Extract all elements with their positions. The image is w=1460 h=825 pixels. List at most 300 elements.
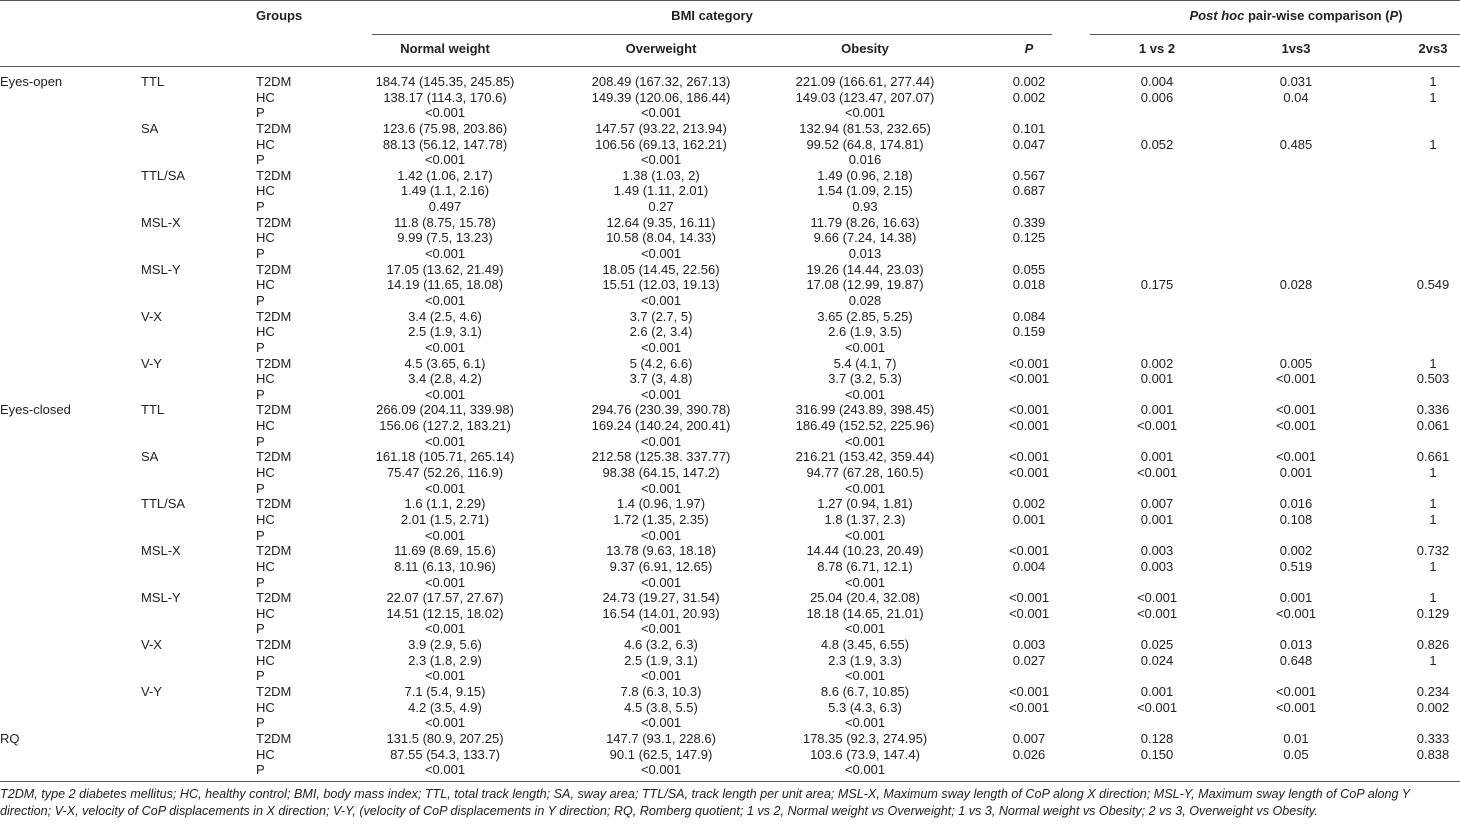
- p-value-cell: 0.001: [1012, 511, 1046, 527]
- group-cell: T2DM: [256, 120, 292, 136]
- header-posthoc-close: ): [1398, 8, 1403, 23]
- p-value-cell: <0.001: [1008, 543, 1050, 559]
- table-row: [0, 387, 1460, 403]
- header-overweight: Overweight: [625, 41, 697, 56]
- posthoc-2vs3-cell: 0.838: [1416, 746, 1450, 762]
- obesity-cell: 5.4 (4.1, 7): [833, 355, 897, 371]
- posthoc-1vs2-cell: 0.006: [1140, 89, 1174, 105]
- p-value-cell: 0.002: [1012, 89, 1046, 105]
- posthoc-2vs3-cell: 0.549: [1416, 277, 1450, 293]
- normal-weight-cell: <0.001: [424, 621, 466, 637]
- obesity-cell: 149.03 (123.47, 207.07): [795, 89, 935, 105]
- obesity-cell: <0.001: [844, 433, 886, 449]
- posthoc-1vs2-cell: 0.004: [1140, 74, 1174, 89]
- overweight-cell: <0.001: [640, 386, 682, 402]
- table-row: [0, 90, 1460, 106]
- normal-weight-cell: <0.001: [424, 715, 466, 731]
- overweight-cell: 1.38 (1.03, 2): [622, 167, 700, 183]
- posthoc-2vs3-cell: 1: [1429, 355, 1437, 371]
- header-posthoc-p: P: [1389, 8, 1399, 23]
- overweight-cell: 9.37 (6.91, 12.65): [609, 558, 713, 574]
- posthoc-2vs3-cell: 0.661: [1416, 449, 1450, 465]
- obesity-cell: <0.001: [844, 762, 886, 778]
- posthoc-1vs3-cell: 0.01: [1283, 730, 1309, 746]
- posthoc-2vs3-cell: 0.234: [1416, 683, 1450, 699]
- posthoc-2vs3-cell: 1: [1429, 558, 1437, 574]
- header-normal-weight: Normal weight: [400, 41, 490, 56]
- variable-cell: V-X: [141, 637, 162, 653]
- variable-cell: V-Y: [141, 683, 162, 699]
- table-row: [0, 262, 1460, 278]
- group-cell: T2DM: [256, 449, 292, 465]
- p-value-cell: 0.002: [1012, 496, 1046, 512]
- group-cell: P: [256, 199, 265, 215]
- overweight-cell: 4.6 (3.2, 6.3): [624, 637, 698, 653]
- overweight-cell: 149.39 (120.06, 186.44): [591, 89, 731, 105]
- obesity-cell: 0.013: [848, 246, 882, 262]
- table-row: [0, 637, 1460, 653]
- overweight-cell: <0.001: [640, 574, 682, 590]
- overweight-cell: <0.001: [640, 668, 682, 684]
- posthoc-1vs3-cell: <0.001: [1275, 683, 1317, 699]
- group-cell: T2DM: [256, 167, 292, 183]
- obesity-cell: <0.001: [844, 480, 886, 496]
- normal-weight-cell: <0.001: [424, 762, 466, 778]
- table-row: [0, 684, 1460, 700]
- p-value-cell: <0.001: [1008, 449, 1050, 465]
- obesity-cell: 8.6 (6.7, 10.85): [820, 683, 910, 699]
- group-cell: HC: [256, 746, 275, 762]
- obesity-cell: 216.21 (153.42, 359.44): [795, 449, 935, 465]
- posthoc-1vs3-cell: 0.016: [1279, 496, 1313, 512]
- p-value-cell: 0.084: [1012, 308, 1046, 324]
- obesity-cell: <0.001: [844, 668, 886, 684]
- obesity-cell: 178.35 (92.3, 274.95): [802, 730, 928, 746]
- p-value-cell: 0.047: [1012, 136, 1046, 152]
- obesity-cell: 186.49 (152.52, 225.96): [795, 418, 935, 434]
- group-cell: T2DM: [256, 261, 292, 277]
- posthoc-2vs3-cell: 0.336: [1416, 402, 1450, 418]
- table-row: [0, 715, 1460, 731]
- normal-weight-cell: <0.001: [424, 574, 466, 590]
- overweight-cell: 10.58 (8.04, 14.33): [606, 230, 716, 246]
- p-value-cell: <0.001: [1008, 605, 1050, 621]
- posthoc-1vs2-cell: 0.003: [1140, 543, 1174, 559]
- header-2vs3: 2vs3: [1418, 41, 1448, 56]
- table-row: [0, 449, 1460, 465]
- obesity-cell: 2.6 (1.9, 3.5): [828, 324, 902, 340]
- p-value-cell: 0.007: [1012, 730, 1046, 746]
- table-row: [0, 575, 1460, 591]
- overweight-cell: 208.49 (167.32, 267.13): [591, 74, 731, 89]
- posthoc-2vs3-cell: 0.061: [1416, 418, 1450, 434]
- overweight-cell: 7.8 (6.3, 10.3): [620, 683, 702, 699]
- table-row: [0, 246, 1460, 262]
- normal-weight-cell: <0.001: [424, 527, 466, 543]
- posthoc-2vs3-cell: 1: [1429, 89, 1437, 105]
- group-cell: P: [256, 339, 265, 355]
- overweight-cell: <0.001: [640, 480, 682, 496]
- variable-cell: SA: [141, 449, 159, 465]
- normal-weight-cell: 14.51 (12.15, 18.02): [386, 605, 504, 621]
- variable-cell: V-Y: [141, 355, 162, 371]
- obesity-cell: 9.66 (7.24, 14.38): [813, 230, 917, 246]
- group-cell: T2DM: [256, 402, 292, 418]
- p-value-cell: 0.687: [1012, 183, 1046, 199]
- posthoc-1vs3-cell: 0.648: [1279, 652, 1313, 668]
- posthoc-1vs3-cell: 0.028: [1279, 277, 1313, 293]
- normal-weight-cell: 123.6 (75.98, 203.86): [382, 120, 508, 136]
- normal-weight-cell: 22.07 (17.57, 27.67): [386, 590, 504, 606]
- posthoc-2vs3-cell: 0.826: [1416, 637, 1450, 653]
- obesity-cell: 17.08 (12.99, 19.87): [806, 277, 924, 293]
- p-value-cell: 0.026: [1012, 746, 1046, 762]
- table-row: [0, 74, 1460, 90]
- obesity-cell: 0.93: [852, 199, 878, 215]
- posthoc-1vs3-cell: 0.001: [1279, 465, 1313, 481]
- obesity-cell: 3.65 (2.85, 5.25): [817, 308, 913, 324]
- p-value-cell: <0.001: [1008, 465, 1050, 481]
- posthoc-1vs3-cell: <0.001: [1275, 699, 1317, 715]
- variable-cell: MSL-X: [141, 543, 181, 559]
- posthoc-2vs3-cell: 1: [1429, 652, 1437, 668]
- header-posthoc-text: pair-wise comparison (: [1244, 8, 1390, 23]
- group-cell: HC: [256, 418, 275, 434]
- table-row: [0, 293, 1460, 309]
- normal-weight-cell: 138.17 (114.3, 170.6): [383, 89, 507, 105]
- posthoc-1vs2-cell: <0.001: [1136, 699, 1178, 715]
- normal-weight-cell: <0.001: [424, 152, 466, 168]
- group-cell: HC: [256, 465, 275, 481]
- posthoc-1vs3-cell: <0.001: [1275, 418, 1317, 434]
- overweight-cell: <0.001: [640, 762, 682, 778]
- header-posthoc: [1189, 8, 1402, 23]
- group-cell: HC: [256, 277, 275, 293]
- table-footnote: T2DM, type 2 diabetes mellitus; HC, healthy control; BMI, body mass index; TTL, total track length; SA, sway area; TTL/SA, track length per unit area; MSL-X, Maximum sway length of CoP along X direction; MSL-Y, Maximum sway length of CoP along Y direction; V-X, velocity of CoP displacements in X direction; V-Y, (velocity of CoP displacements in Y direction; RQ, Romberg quotient; 1 vs 2, Normal weight vs Overweight; 1 vs 3, Normal weight vs Obesity; 2 vs 3, Overweight vs Obesity.: [0, 787, 1410, 818]
- obesity-cell: 4.8 (3.45, 6.55): [820, 637, 910, 653]
- obesity-cell: 5.3 (4.3, 6.3): [828, 699, 902, 715]
- posthoc-1vs2-cell: 0.001: [1140, 371, 1174, 387]
- table-row: [0, 668, 1460, 684]
- normal-weight-cell: 7.1 (5.4, 9.15): [404, 683, 486, 699]
- posthoc-2vs3-cell: 1: [1429, 511, 1437, 527]
- normal-weight-cell: 3.9 (2.9, 5.6): [408, 637, 482, 653]
- table-row: [0, 152, 1460, 168]
- group-cell: T2DM: [256, 590, 292, 606]
- group-cell: P: [256, 762, 265, 778]
- p-value-cell: 0.339: [1012, 214, 1046, 230]
- normal-weight-cell: 75.47 (52.26, 116.9): [386, 465, 504, 481]
- posthoc-1vs3-cell: 0.485: [1279, 136, 1313, 152]
- normal-weight-cell: 4.2 (3.5, 4.9): [408, 699, 482, 715]
- overweight-cell: 3.7 (2.7, 5): [629, 308, 693, 324]
- obesity-cell: 8.78 (6.71, 12.1): [817, 558, 913, 574]
- variable-cell: MSL-X: [141, 214, 181, 230]
- p-value-cell: 0.003: [1012, 637, 1046, 653]
- posthoc-2vs3-cell: 1: [1429, 496, 1437, 512]
- normal-weight-cell: <0.001: [424, 668, 466, 684]
- table-row: [0, 465, 1460, 481]
- group-cell: HC: [256, 605, 275, 621]
- table-row: [0, 309, 1460, 325]
- normal-weight-cell: <0.001: [424, 292, 466, 308]
- obesity-cell: 18.18 (14.65, 21.01): [806, 605, 924, 621]
- group-cell: HC: [256, 230, 275, 246]
- posthoc-2vs3-cell: 1: [1429, 465, 1437, 481]
- variable-cell: MSL-Y: [141, 590, 181, 606]
- group-cell: P: [256, 433, 265, 449]
- table-row: [0, 606, 1460, 622]
- overweight-cell: <0.001: [640, 621, 682, 637]
- posthoc-1vs2-cell: 0.150: [1140, 746, 1174, 762]
- posthoc-rule: [1090, 34, 1460, 35]
- table-row: [0, 324, 1460, 340]
- table-row: [0, 215, 1460, 231]
- obesity-cell: <0.001: [844, 715, 886, 731]
- group-cell: HC: [256, 371, 275, 387]
- overweight-cell: 18.05 (14.45, 22.56): [602, 261, 720, 277]
- group-cell: P: [256, 527, 265, 543]
- posthoc-1vs2-cell: 0.175: [1140, 277, 1174, 293]
- group-cell: HC: [256, 699, 275, 715]
- obesity-cell: 14.44 (10.23, 20.49): [806, 543, 924, 559]
- normal-weight-cell: 8.11 (6.13, 10.96): [394, 558, 496, 574]
- group-cell: P: [256, 574, 265, 590]
- p-value-cell: 0.002: [1012, 74, 1046, 89]
- posthoc-1vs2-cell: 0.007: [1140, 496, 1174, 512]
- group-cell: HC: [256, 136, 275, 152]
- normal-weight-cell: 3.4 (2.5, 4.6): [408, 308, 482, 324]
- normal-weight-cell: 17.05 (13.62, 21.49): [386, 261, 504, 277]
- overweight-cell: 212.58 (125.38. 337.77): [591, 449, 731, 465]
- obesity-cell: <0.001: [844, 527, 886, 543]
- posthoc-1vs3-cell: <0.001: [1275, 449, 1317, 465]
- p-value-cell: 0.125: [1012, 230, 1046, 246]
- group-cell: T2DM: [256, 214, 292, 230]
- posthoc-1vs2-cell: 0.128: [1140, 730, 1174, 746]
- overweight-cell: 15.51 (12.03, 19.13): [602, 277, 720, 293]
- table-row: [0, 121, 1460, 137]
- obesity-cell: 1.27 (0.94, 1.81): [817, 496, 913, 512]
- overweight-cell: 2.6 (2, 3.4): [629, 324, 693, 340]
- table-row: [0, 700, 1460, 716]
- normal-weight-cell: 0.497: [428, 199, 462, 215]
- table-body: [0, 74, 1460, 778]
- table-row: [0, 168, 1460, 184]
- table-row: [0, 496, 1460, 512]
- p-value-cell: 0.055: [1012, 261, 1046, 277]
- group-cell: T2DM: [256, 496, 292, 512]
- header-posthoc-italic: Post hoc: [1189, 8, 1245, 23]
- table-row: [0, 528, 1460, 544]
- table-row: [0, 762, 1460, 778]
- overweight-cell: 1.49 (1.11, 2.01): [613, 183, 709, 199]
- posthoc-1vs2-cell: 0.003: [1140, 558, 1174, 574]
- posthoc-1vs3-cell: 0.04: [1283, 89, 1309, 105]
- normal-weight-cell: <0.001: [424, 246, 466, 262]
- obesity-cell: 25.04 (20.4, 32.08): [810, 590, 920, 606]
- normal-weight-cell: 131.5 (80.9, 207.25): [386, 730, 504, 746]
- table-row: [0, 183, 1460, 199]
- p-value-cell: <0.001: [1008, 355, 1050, 371]
- group-cell: T2DM: [256, 683, 292, 699]
- normal-weight-cell: 14.19 (11.65, 18.08): [386, 277, 504, 293]
- obesity-cell: 1.8 (1.37, 2.3): [824, 511, 906, 527]
- obesity-cell: 1.54 (1.09, 2.15): [817, 183, 913, 199]
- group-cell: T2DM: [256, 355, 292, 371]
- p-value-cell: 0.004: [1012, 558, 1046, 574]
- normal-weight-cell: <0.001: [424, 480, 466, 496]
- normal-weight-cell: 11.69 (8.69, 15.6): [394, 543, 496, 559]
- table-row: [0, 199, 1460, 215]
- group-cell: T2DM: [256, 74, 292, 89]
- variable-cell: TTL: [141, 402, 165, 418]
- overweight-cell: <0.001: [640, 246, 682, 262]
- posthoc-1vs3-cell: <0.001: [1275, 605, 1317, 621]
- posthoc-1vs3-cell: 0.05: [1283, 746, 1309, 762]
- group-cell: HC: [256, 89, 275, 105]
- table-row: [0, 230, 1460, 246]
- header-bmi-category: BMI category: [671, 8, 753, 23]
- condition-cell: Eyes-open: [0, 74, 63, 89]
- group-cell: T2DM: [256, 730, 292, 746]
- table-row: [0, 512, 1460, 528]
- overweight-cell: 2.5 (1.9, 3.1): [624, 652, 698, 668]
- obesity-cell: 0.028: [848, 292, 882, 308]
- normal-weight-cell: 161.18 (105.71, 265.14): [375, 449, 515, 465]
- obesity-cell: 132.94 (81.53, 232.65): [799, 120, 931, 136]
- posthoc-2vs3-cell: 0.333: [1416, 730, 1450, 746]
- variable-cell: SA: [141, 120, 159, 136]
- group-cell: T2DM: [256, 543, 292, 559]
- header-1vs2: 1 vs 2: [1138, 41, 1176, 56]
- normal-weight-cell: 2.01 (1.5, 2.71): [400, 511, 490, 527]
- variable-cell: V-X: [141, 308, 162, 324]
- obesity-cell: <0.001: [844, 574, 886, 590]
- posthoc-2vs3-cell: 0.732: [1416, 543, 1450, 559]
- normal-weight-cell: <0.001: [424, 386, 466, 402]
- obesity-cell: 103.6 (73.9, 147.4): [810, 746, 920, 762]
- overweight-cell: <0.001: [640, 105, 682, 121]
- normal-weight-cell: 2.3 (1.8, 2.9): [408, 652, 482, 668]
- posthoc-2vs3-cell: 1: [1429, 590, 1437, 606]
- obesity-cell: 19.26 (14.44, 23.03): [806, 261, 924, 277]
- group-cell: HC: [256, 511, 275, 527]
- p-value-cell: <0.001: [1008, 699, 1050, 715]
- header-p: P: [1024, 41, 1034, 56]
- table-row: [0, 543, 1460, 559]
- posthoc-1vs3-cell: <0.001: [1275, 402, 1317, 418]
- posthoc-1vs3-cell: 0.031: [1279, 74, 1313, 89]
- normal-weight-cell: 87.55 (54.3, 133.7): [390, 746, 500, 762]
- group-cell: P: [256, 386, 265, 402]
- overweight-cell: 24.73 (19.27, 31.54): [602, 590, 720, 606]
- posthoc-1vs3-cell: 0.013: [1279, 637, 1313, 653]
- group-cell: P: [256, 621, 265, 637]
- obesity-cell: 2.3 (1.9, 3.3): [828, 652, 902, 668]
- table-bottom-rule: [0, 781, 1460, 782]
- overweight-cell: 13.78 (9.63, 18.18): [606, 543, 716, 559]
- normal-weight-cell: <0.001: [424, 433, 466, 449]
- table-top-rule: [0, 0, 1460, 1]
- header-groups: Groups: [256, 8, 303, 23]
- posthoc-1vs2-cell: 0.025: [1140, 637, 1174, 653]
- table-row: [0, 621, 1460, 637]
- p-value-cell: 0.567: [1012, 167, 1046, 183]
- normal-weight-cell: 11.8 (8.75, 15.78): [394, 214, 496, 230]
- table-row: [0, 402, 1460, 418]
- group-cell: P: [256, 668, 265, 684]
- posthoc-1vs3-cell: 0.005: [1279, 355, 1313, 371]
- normal-weight-cell: 266.09 (204.11, 339.98): [376, 402, 514, 418]
- posthoc-1vs2-cell: 0.052: [1140, 136, 1174, 152]
- posthoc-2vs3-cell: 0.002: [1416, 699, 1450, 715]
- posthoc-1vs2-cell: <0.001: [1136, 418, 1178, 434]
- posthoc-1vs2-cell: <0.001: [1136, 605, 1178, 621]
- obesity-cell: <0.001: [844, 339, 886, 355]
- overweight-cell: <0.001: [640, 433, 682, 449]
- table-row: [0, 481, 1460, 497]
- table-row: [0, 653, 1460, 669]
- overweight-cell: 1.72 (1.35, 2.35): [613, 511, 709, 527]
- overweight-cell: 1.4 (0.96, 1.97): [616, 496, 706, 512]
- posthoc-1vs2-cell: <0.001: [1136, 465, 1178, 481]
- table-row: [0, 277, 1460, 293]
- obesity-cell: <0.001: [844, 386, 886, 402]
- group-cell: HC: [256, 183, 275, 199]
- header-obesity: Obesity: [841, 41, 889, 56]
- normal-weight-cell: 2.5 (1.9, 3.1): [408, 324, 482, 340]
- overweight-cell: 16.54 (14.01, 20.93): [602, 605, 720, 621]
- table-row: [0, 731, 1460, 747]
- obesity-cell: 94.77 (67.28, 160.5): [806, 465, 924, 481]
- group-cell: T2DM: [256, 308, 292, 324]
- group-cell: P: [256, 480, 265, 496]
- obesity-cell: 99.52 (64.8, 174.81): [806, 136, 924, 152]
- table-row: [0, 137, 1460, 153]
- group-cell: P: [256, 105, 265, 121]
- table-row: [0, 105, 1460, 121]
- obesity-cell: 221.09 (166.61, 277.44): [795, 74, 935, 89]
- group-cell: HC: [256, 558, 275, 574]
- normal-weight-cell: 3.4 (2.8, 4.2): [408, 371, 482, 387]
- group-cell: P: [256, 292, 265, 308]
- variable-cell: MSL-Y: [141, 261, 181, 277]
- table-row: [0, 340, 1460, 356]
- normal-weight-cell: 1.6 (1.1, 2.29): [404, 496, 486, 512]
- posthoc-2vs3-cell: 0.503: [1416, 371, 1450, 387]
- condition-cell: Eyes-closed: [0, 402, 71, 418]
- overweight-cell: <0.001: [640, 152, 682, 168]
- header-1vs3: 1vs3: [1281, 41, 1311, 56]
- normal-weight-cell: 184.74 (145.35, 245.85): [375, 74, 515, 89]
- p-value-cell: <0.001: [1008, 371, 1050, 387]
- overweight-cell: <0.001: [640, 527, 682, 543]
- variable-cell: TTL: [141, 74, 165, 89]
- overweight-cell: 106.56 (69.13, 162.21): [595, 136, 727, 152]
- obesity-cell: 3.7 (3.2, 5.3): [828, 371, 902, 387]
- p-value-cell: <0.001: [1008, 402, 1050, 418]
- overweight-cell: <0.001: [640, 715, 682, 731]
- overweight-cell: <0.001: [640, 339, 682, 355]
- p-value-cell: 0.027: [1012, 652, 1046, 668]
- header-bottom-rule: [0, 66, 1460, 67]
- group-cell: P: [256, 152, 265, 168]
- p-value-cell: <0.001: [1008, 418, 1050, 434]
- normal-weight-cell: 4.5 (3.65, 6.1): [404, 355, 486, 371]
- posthoc-1vs2-cell: <0.001: [1136, 590, 1178, 606]
- overweight-cell: 0.27: [648, 199, 674, 215]
